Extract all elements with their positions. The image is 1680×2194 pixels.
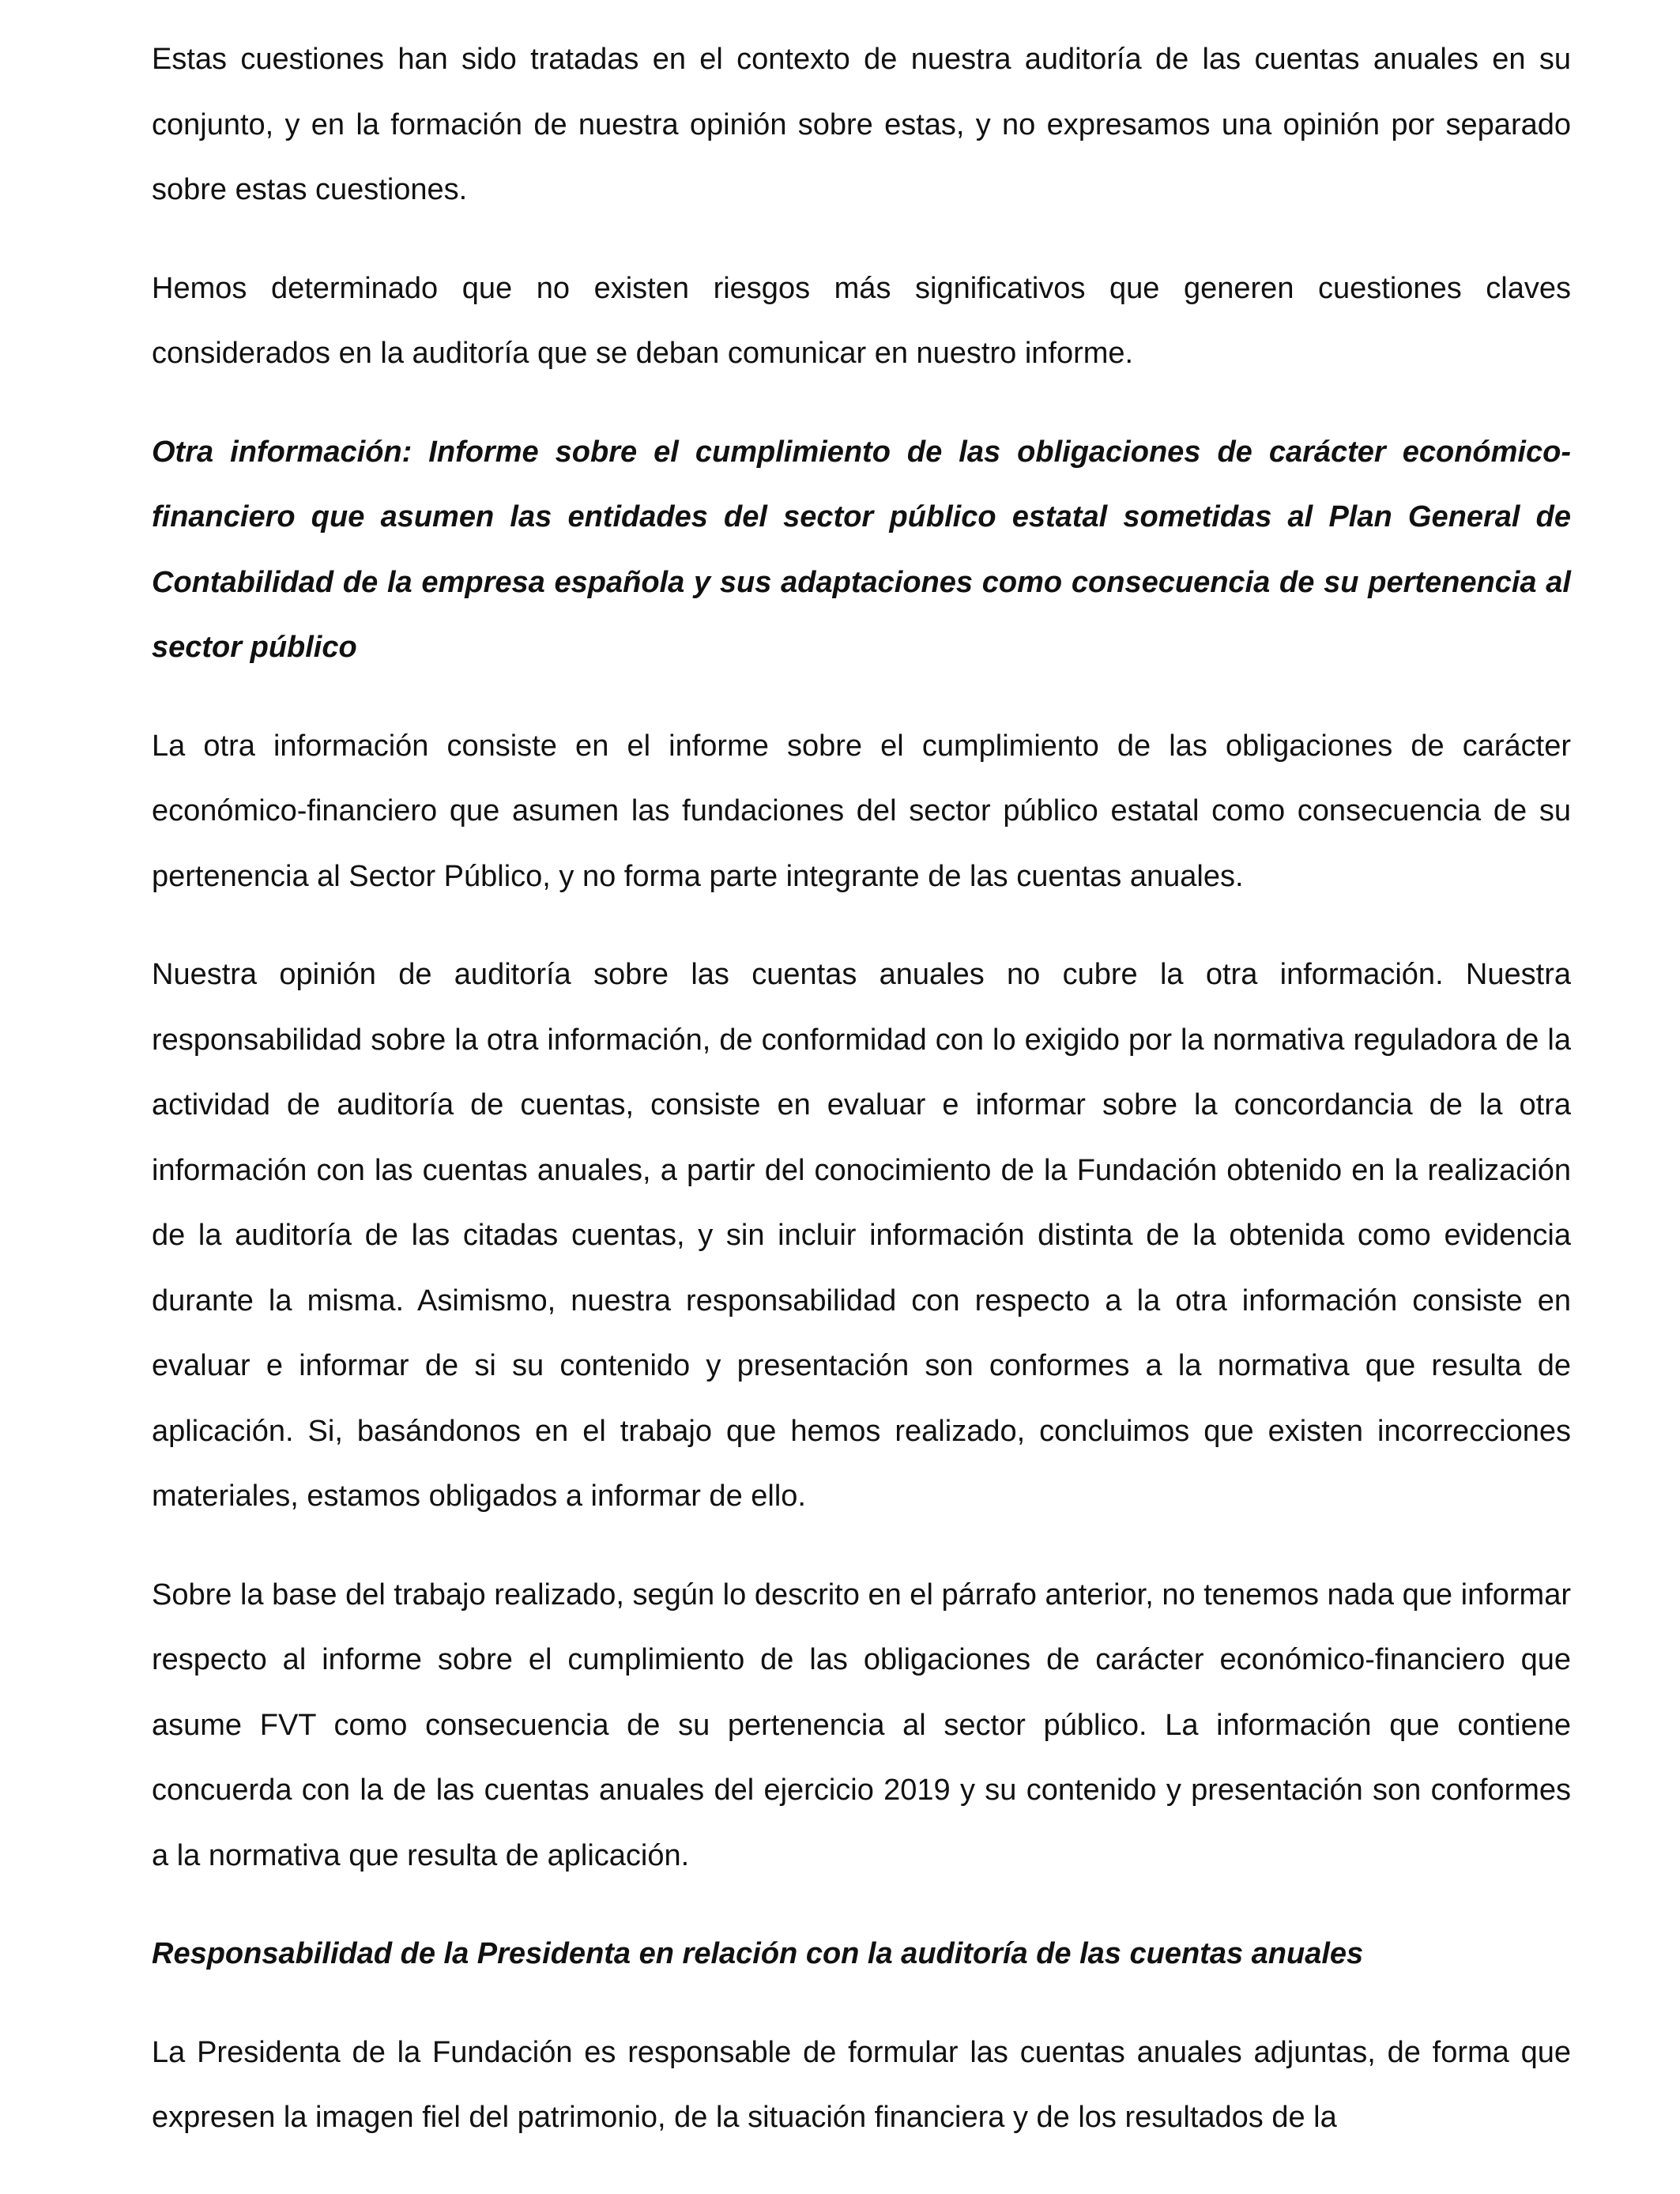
document-page <box>152 27 1571 2151</box>
heading-president-responsibility: Responsabilidad de la Presidenta en relación con la auditoría de las cuentas anuales <box>152 1937 1364 1970</box>
paragraph-auditor-responsibility-other-info: Nuestra opinión de auditoría sobre las cuentas anuales no cubre la otra información. Nuestra responsabilidad sobre la otra información, de conformidad con lo exigido por la normativa reguladora de la actividad de auditoría de cuentas, consiste en evaluar e informar sobre la concordancia de la otra información con las cuentas anuales, a partir del conocimiento de la Fundación obtenido en la realización de la auditoría de las citadas cuentas, y sin incluir información distinta de la obtenida como evidencia durante la misma. Asimismo, nuestra responsabilidad con respecto a la otra información consiste en evaluar e informar de si su contenido y presentación son conformes a la normativa que resulta de aplicación. Si, basándonos en el trabajo que hemos realizado, concluimos que existen incorrecciones materiales, estamos obligados a informar de ello. <box>152 958 1571 1513</box>
paragraph-key-matters-context: Estas cuestiones han sido tratadas en el contexto de nuestra auditoría de las cuentas anuales en su conjunto, y en la formación de nuestra opinión sobre estas, y no expresamos una opinión por separado sobre estas cuestiones. <box>152 43 1571 206</box>
paragraph-other-info-conclusion: Sobre la base del trabajo realizado, según lo descrito en el párrafo anterior, no tenemos nada que informar respecto al informe sobre el cumplimiento de las obligaciones de carácter económico-financiero que asume FVT como consecuencia de su pertenencia al sector público. La información que contiene concuerda con la de las cuentas anuales del ejercicio 2019 y su contenido y presentación son conformes a la normativa que resulta de aplicación. <box>152 1578 1571 1872</box>
paragraph-no-key-risks: Hemos determinado que no existen riesgos más significativos que generen cuestiones claves considerados en la auditoría que se deban comunicar en nuestro informe. <box>152 271 1571 370</box>
paragraph-other-information-definition: La otra información consiste en el informe sobre el cumplimiento de las obligaciones de carácter económico-financiero que asumen las fundaciones del sector público estatal como consecuencia de su pertenencia al Sector Público, y no forma parte integrante de las cuentas anuales. <box>152 729 1571 893</box>
heading-other-information: Otra información: Informe sobre el cumplimiento de las obligaciones de carácter económico-financiero que asumen las entidades del sector público estatal sometidas al Plan General de Contabilidad de la empresa española y sus adaptaciones como consecuencia de su pertenencia al sector público <box>152 435 1571 664</box>
paragraph-president-responsibility: La Presidenta de la Fundación es responsable de formular las cuentas anuales adjuntas, de forma que expresen la imagen fiel del patrimonio, de la situación financiera y de los resultados de la <box>152 2035 1571 2134</box>
